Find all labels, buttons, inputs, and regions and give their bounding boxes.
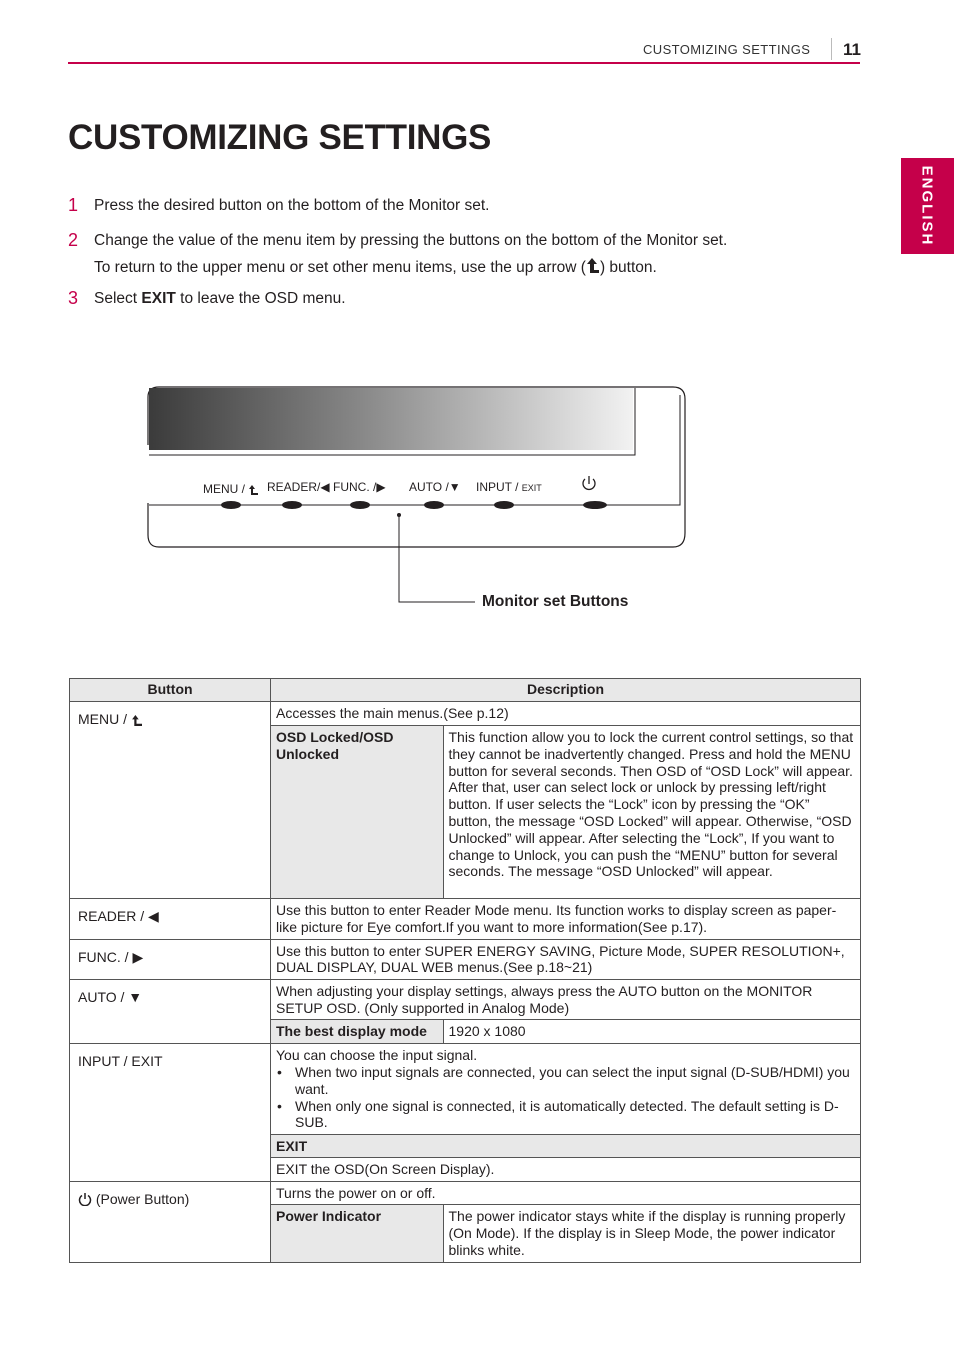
header-button: Button [70, 679, 271, 702]
language-tab [901, 158, 954, 254]
sub-table [271, 1205, 860, 1261]
button-name: (Power Button) [92, 1191, 190, 1208]
table-row [70, 1044, 861, 1182]
sub-description: 1920 x 1080 [448, 1023, 526, 1040]
description-text: Turns the power on or off. [271, 1182, 860, 1205]
menu-key-label [203, 482, 258, 496]
step-text-part: Select [94, 290, 142, 307]
monitor-bezel-illustration [145, 385, 690, 610]
description-block [271, 1044, 860, 1135]
button-name: FUNC. / [78, 948, 133, 965]
left-arrow-icon: ◀ [320, 480, 330, 494]
button-cell-power [70, 1182, 271, 1262]
button-cell-auto: AUTO / ▼ [70, 980, 271, 1044]
table-row [70, 899, 861, 940]
table-row [70, 702, 861, 899]
exit-description: EXIT the OSD(On Screen Display). [276, 1161, 495, 1178]
list-item: • When only one signal is connected, it is automatically detected. The default setting is D-SUB. [276, 1098, 855, 1132]
table-header-row [70, 679, 861, 702]
description-text: When adjusting your display settings, always press the AUTO button on the MONITOR SETUP OSD. (Only supported in Analog Mode) [271, 980, 860, 1020]
step-text-part: To return to the upper menu or set other menu items, use the up arrow ( [94, 259, 586, 276]
button-name: MENU / [78, 711, 131, 727]
func-key-label [333, 480, 386, 494]
up-arrow-icon [586, 258, 600, 274]
right-arrow-icon: ▶ [376, 480, 386, 494]
sub-label: OSD Locked/OSD Unlocked [271, 726, 443, 898]
sub-label: Power Indicator [271, 1205, 443, 1261]
language-tab-label: ENGLISH [918, 165, 936, 247]
description-cell [271, 1182, 861, 1262]
description-text: Accesses the main menus.(See p.12) [271, 702, 860, 726]
button-cell-menu [70, 702, 271, 899]
right-arrow-icon: ▶ [132, 948, 144, 965]
table-row [70, 1182, 861, 1262]
sub-description: The power indicator stays white if the display is running properly (On Mode). If the display is in Sleep Mode, the power indicator blinks white. [448, 1208, 846, 1258]
func-key-text: FUNC. / [333, 480, 377, 494]
running-header: CUSTOMIZING SETTINGS [643, 42, 811, 57]
menu-key-text: MENU / [203, 482, 249, 496]
description-text: Use this button to enter SUPER ENERGY SAVING, Picture Mode, SUPER RESOLUTION+, DUAL DISPLAY, DUAL WEB menus.(See p.18~21) [271, 939, 861, 980]
auto-key-text: AUTO / [409, 480, 449, 494]
reader-key-label [267, 480, 330, 494]
callout-label: Monitor set Buttons [482, 593, 629, 610]
up-arrow-icon [248, 485, 258, 495]
description-cell [271, 980, 861, 1044]
input-key-label [476, 480, 542, 494]
table-row [70, 939, 861, 980]
sub-label: The best display mode [271, 1020, 443, 1043]
header-divider [831, 38, 832, 60]
step-text [94, 290, 346, 308]
button-name: READER / [78, 908, 149, 924]
sub-table [271, 726, 860, 898]
sub-table [271, 1020, 860, 1043]
auto-key-label [409, 480, 461, 494]
exit-key-text: EXIT [521, 483, 542, 493]
step-number: 2 [68, 230, 79, 250]
step-number: 1 [68, 195, 79, 215]
description-text: You can choose the input signal. [276, 1047, 478, 1064]
bullet-list [276, 1064, 855, 1131]
button-cell-func [70, 939, 271, 980]
sub-description: This function allow you to lock the current control settings, so that they cannot be inadvertently changed. Press and hold the MENU button for several seconds. Then OSD of “OSD Lock” will appear. After that, user can select lock or unlock by pressing left/right button. If user selects the “Lock” icon by pressing the “OK” button, the message “OSD Locked” will appear. Otherwise, “OSD Unlocked” will appear. After selecting the “Lock”, If you want to change to Unlock, you can push the “MENU” button for several seconds. The message “OSD Unlocked” will appear. [448, 729, 854, 880]
description-cell [271, 1044, 861, 1182]
step-text-part: to leave the OSD menu. [175, 290, 346, 307]
left-arrow-icon: ◀ [148, 908, 159, 924]
reader-key-text: READER/ [267, 480, 321, 494]
step-text: Change the value of the menu item by pressing the buttons on the bottom of the Monitor set. [94, 232, 728, 249]
header-rule [68, 62, 860, 64]
monitor-diagram [145, 385, 690, 610]
power-icon [78, 1192, 92, 1206]
page-number: 11 [843, 40, 861, 59]
list-item: • When two input signals are connected, you can select the input signal (D-SUB/HDMI) you want. [276, 1064, 855, 1098]
step-text-continued [94, 258, 657, 277]
step-text: Press the desired button on the bottom of the Monitor set. [94, 197, 490, 214]
step-number: 3 [68, 288, 79, 308]
description-text: Use this button to enter Reader Mode menu. Its function works to display screen as paper-like picture for Eye comfort.If you want to more information(See p.17). [271, 899, 861, 940]
step-text-part: ) button. [599, 259, 657, 276]
button-cell-input: INPUT / EXIT [70, 1044, 271, 1182]
exit-label: EXIT [271, 1135, 860, 1158]
header-description: Description [271, 679, 861, 702]
table-row [70, 980, 861, 1044]
down-arrow-icon: ▼ [448, 480, 461, 494]
button-cell-reader [70, 899, 271, 940]
button-description-table [69, 678, 861, 1263]
up-arrow-icon [131, 715, 142, 726]
description-cell [271, 702, 861, 899]
input-key-text: INPUT / [476, 480, 522, 494]
exit-emphasis: EXIT [141, 290, 176, 307]
page-title: CUSTOMIZING SETTINGS [68, 118, 492, 157]
